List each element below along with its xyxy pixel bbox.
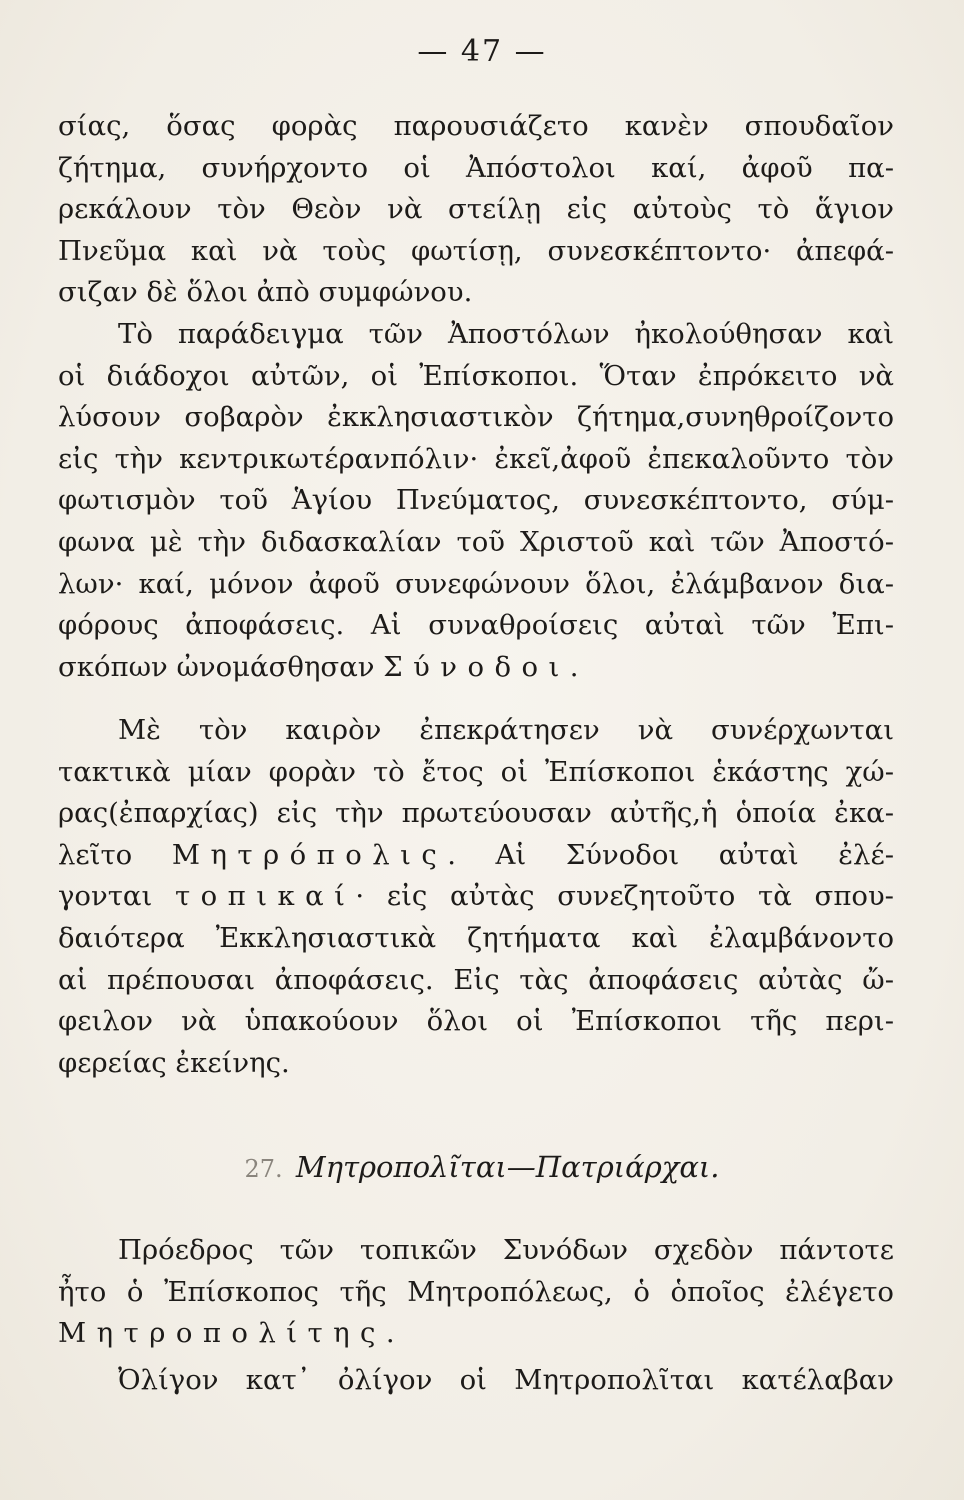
text-line [58, 1313, 894, 1355]
text-fragment: . Αἱ Σύνοδοι αὐταὶ ἐλέ- [447, 838, 894, 871]
text-line: σίας, ὅσας φορὰς παρουσιάζετο κανὲν σπουδαῖον [58, 110, 894, 142]
text-fragment: . [385, 1317, 395, 1350]
text-line: σιζαν δὲ ὅλοι ἀπὸ συμφώνου. [58, 276, 473, 309]
text-fragment: γονται [58, 880, 176, 913]
paragraph-4 [58, 1230, 894, 1355]
text-line: ρας(ἐπαρχίας) εἰς τὴν πρωτεύουσαν αὐτῆς,ἡ ὁποία ἐκα- [58, 797, 894, 830]
section-title: Μητροπολῖται—Πατριάρχαι. [295, 1150, 720, 1184]
text-fragment: · εἰς αὐτὰς συνεζητοῦτο τὰ σπου- [355, 880, 894, 913]
text-line: φόρους ἀποφάσεις. Αἱ συναθροίσεις αὐταὶ τῶν Ἐπι- [58, 609, 894, 642]
text-line: φωνα μὲ τὴν διδασκαλίαν τοῦ Χριστοῦ καὶ τῶν Ἀποστό- [58, 525, 894, 558]
text-line: ἦτο ὁ Ἐπίσκοπος τῆς Μητροπόλεως, ὁ ὁποῖος ἐλέγετο [58, 1275, 894, 1308]
text-line: δαιότερα Ἐκκλησιαστικὰ ζητήματα καὶ ἐλαμβάνοντο [58, 921, 894, 954]
text-line: φερείας ἐκείνης. [58, 1046, 290, 1079]
emphasized-term: Μητροπολίτης [58, 1317, 386, 1350]
emphasized-term: Μητρόπολις [171, 838, 448, 871]
paragraph-3 [58, 710, 894, 1084]
text-line: Τὸ παράδειγμα τῶν Ἀποστόλων ἠκολούθησαν καὶ [118, 318, 894, 350]
text-fragment: σκόπων ὠνομάσθησαν [58, 650, 384, 683]
emphasized-term: Σύνοδοι [383, 650, 570, 683]
text-line: ρεκάλουν τὸν Θεὸν νὰ στείλῃ εἰς αὐτοὺς τὸ ἅγιον [58, 193, 894, 226]
paragraph-1 [58, 106, 894, 314]
text-line: Μὲ τὸν καιρὸν ἐπεκράτησεν νὰ συνέρχωνται [118, 714, 894, 746]
text-line [58, 647, 894, 689]
text-line: Ὀλίγον κατ᾿ ὀλίγον οἱ Μητροπολῖται κατέλαβαν [118, 1364, 894, 1396]
text-line: τακτικὰ μίαν φορὰν τὸ ἔτος οἱ Ἐπίσκοποι ἑκάστης χώ- [58, 755, 894, 788]
text-fragment: . [569, 650, 579, 683]
text-line: φειλον νὰ ὑπακούουν ὅλοι οἱ Ἐπίσκοποι τῆς περι- [58, 1005, 894, 1038]
text-fragment: λεῖτο [58, 838, 172, 871]
text-line: Πνεῦμα καὶ νὰ τοὺς φωτίσῃ, συνεσκέπτοντο· ἀπεφά- [58, 234, 894, 267]
text-line: Πρόεδρος τῶν τοπικῶν Συνόδων σχεδὸν πάντοτε [118, 1234, 894, 1266]
paragraph-2 [58, 314, 894, 688]
text-line [58, 876, 894, 918]
text-line: εἰς τὴν κεντρικωτέρανπόλιν· ἐκεῖ,ἀφοῦ ἐπεκαλοῦντο τὸν [58, 442, 894, 475]
emphasized-term: τοπικαί [175, 880, 356, 913]
text-line: οἱ διάδοχοι αὐτῶν, οἱ Ἐπίσκοποι. Ὅταν ἐπρόκειτο νὰ [58, 359, 894, 392]
text-line: αἱ πρέπουσαι ἀποφάσεις. Εἰς τὰς ἀποφάσεις αὐτὰς ὤ- [58, 963, 894, 996]
page-number: — 47 — [417, 34, 547, 69]
section-heading [0, 1150, 964, 1184]
text-line [58, 835, 894, 877]
paragraph-5 [58, 1360, 894, 1402]
section-number: 27. [244, 1155, 283, 1183]
text-line: ζήτημα, συνήρχοντο οἱ Ἀπόστολοι καί, ἀφοῦ πα- [58, 151, 894, 184]
text-line: λύσουν σοβαρὸν ἐκκλησιαστικὸν ζήτημα,συνηθροίζοντο [58, 401, 894, 434]
text-line: λων· καί, μόνον ἀφοῦ συνεφώνουν ὅλοι, ἐλάμβανον δια- [58, 567, 894, 600]
text-line: φωτισμὸν τοῦ Ἁγίου Πνεύματος, συνεσκέπτοντο, σύμ- [58, 484, 894, 517]
